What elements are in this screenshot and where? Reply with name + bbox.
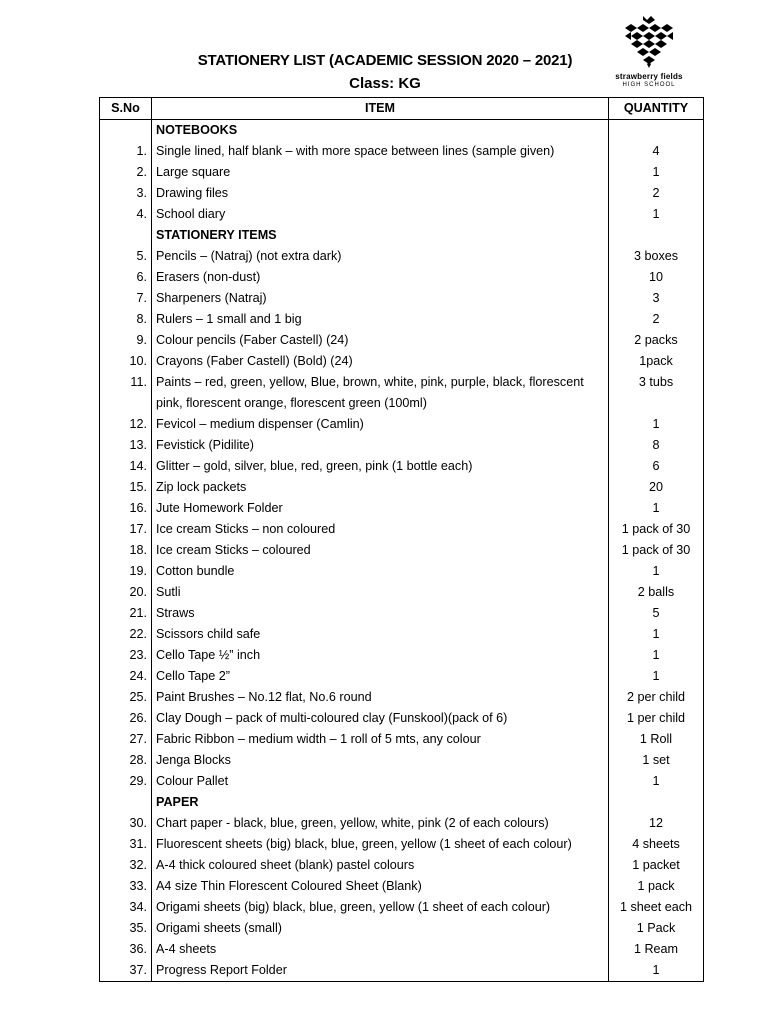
row-number: 34. — [100, 897, 152, 918]
row-number: 15. — [100, 477, 152, 498]
row-quantity: 2 per child — [609, 687, 704, 708]
table-row — [100, 876, 704, 897]
row-number: 17. — [100, 519, 152, 540]
table-row — [100, 540, 704, 561]
row-number: 27. — [100, 729, 152, 750]
row-quantity: 2 — [609, 309, 704, 330]
row-number: 6. — [100, 267, 152, 288]
row-item: Rulers – 1 small and 1 big — [152, 309, 609, 330]
row-number: 22. — [100, 624, 152, 645]
strawberry-logo-icon — [623, 14, 675, 70]
table-row — [100, 477, 704, 498]
row-quantity: 1 — [609, 414, 704, 435]
row-quantity: 4 sheets — [609, 834, 704, 855]
table-row — [100, 141, 704, 162]
row-number: 3. — [100, 183, 152, 204]
section-heading: PAPER — [152, 792, 609, 813]
table-row — [100, 960, 704, 982]
row-item: Cello Tape 2” — [152, 666, 609, 687]
school-logo — [614, 14, 684, 98]
table-header-row — [100, 98, 704, 120]
row-item: A-4 thick coloured sheet (blank) pastel colours — [152, 855, 609, 876]
class-label: Class: KG — [349, 75, 421, 92]
row-number: 9. — [100, 330, 152, 351]
table-row — [100, 183, 704, 204]
column-header-sno: S.No — [100, 98, 152, 120]
row-number: 29. — [100, 771, 152, 792]
table-row — [100, 582, 704, 603]
row-number: 33. — [100, 876, 152, 897]
table-row — [100, 519, 704, 540]
table-row — [100, 708, 704, 729]
row-number: 19. — [100, 561, 152, 582]
row-number: 25. — [100, 687, 152, 708]
row-item: Clay Dough – pack of multi-coloured clay (Funskool)(pack of 6) — [152, 708, 609, 729]
row-quantity: 1 — [609, 561, 704, 582]
table-body — [100, 120, 704, 982]
table-row — [100, 939, 704, 960]
row-quantity: 1 per child — [609, 708, 704, 729]
table-row — [100, 288, 704, 309]
row-item: Cello Tape ½” inch — [152, 645, 609, 666]
stationery-table — [99, 97, 704, 982]
row-number: 12. — [100, 414, 152, 435]
row-item: A-4 sheets — [152, 939, 609, 960]
row-item: Sutli — [152, 582, 609, 603]
row-item: Ice cream Sticks – coloured — [152, 540, 609, 561]
row-quantity: 4 — [609, 141, 704, 162]
logo-name: strawberry fields — [615, 72, 683, 81]
row-quantity: 1 pack of 30 — [609, 540, 704, 561]
table-row — [100, 246, 704, 267]
table-row — [100, 162, 704, 183]
row-number: 13. — [100, 435, 152, 456]
table-row — [100, 267, 704, 288]
row-number: 21. — [100, 603, 152, 624]
row-number — [100, 792, 152, 813]
row-item: Fluorescent sheets (big) black, blue, green, yellow (1 sheet of each colour) — [152, 834, 609, 855]
table-row — [100, 372, 704, 414]
table-row — [100, 414, 704, 435]
table-row — [100, 624, 704, 645]
row-item: Cotton bundle — [152, 561, 609, 582]
row-number: 23. — [100, 645, 152, 666]
row-quantity: 1 — [609, 771, 704, 792]
row-number: 26. — [100, 708, 152, 729]
row-quantity: 1 — [609, 960, 704, 982]
row-quantity: 20 — [609, 477, 704, 498]
row-quantity: 1pack — [609, 351, 704, 372]
table-row — [100, 603, 704, 624]
row-item: Paints – red, green, yellow, Blue, brown, white, pink, purple, black, florescent pink, florescent orange, florescent green (100ml) — [152, 372, 609, 414]
row-item: Origami sheets (big) black, blue, green, yellow (1 sheet of each colour) — [152, 897, 609, 918]
row-number: 16. — [100, 498, 152, 519]
row-quantity: 3 — [609, 288, 704, 309]
row-quantity: 10 — [609, 267, 704, 288]
row-number: 5. — [100, 246, 152, 267]
row-item: Drawing files — [152, 183, 609, 204]
row-item: Large square — [152, 162, 609, 183]
row-number: 24. — [100, 666, 152, 687]
table-row — [100, 750, 704, 771]
row-quantity: 2 balls — [609, 582, 704, 603]
row-quantity: 3 tubs — [609, 372, 704, 414]
row-number: 31. — [100, 834, 152, 855]
table-row — [100, 897, 704, 918]
table-row — [100, 687, 704, 708]
row-quantity: 1 sheet each — [609, 897, 704, 918]
row-quantity: 1 — [609, 624, 704, 645]
row-quantity: 2 packs — [609, 330, 704, 351]
row-quantity: 1 Ream — [609, 939, 704, 960]
row-item: Fevicol – medium dispenser (Camlin) — [152, 414, 609, 435]
row-number — [100, 225, 152, 246]
row-quantity: 12 — [609, 813, 704, 834]
row-quantity — [609, 225, 704, 246]
row-quantity: 8 — [609, 435, 704, 456]
section-row — [100, 225, 704, 246]
table-row — [100, 834, 704, 855]
table-row — [100, 456, 704, 477]
row-item: Straws — [152, 603, 609, 624]
row-quantity: 3 boxes — [609, 246, 704, 267]
row-item: Origami sheets (small) — [152, 918, 609, 939]
row-quantity: 1 — [609, 162, 704, 183]
row-number: 2. — [100, 162, 152, 183]
row-quantity: 1 — [609, 204, 704, 225]
row-quantity — [609, 792, 704, 813]
row-item: School diary — [152, 204, 609, 225]
row-item: Glitter – gold, silver, blue, red, green, pink (1 bottle each) — [152, 456, 609, 477]
row-number: 36. — [100, 939, 152, 960]
row-number: 35. — [100, 918, 152, 939]
row-item: Colour Pallet — [152, 771, 609, 792]
row-number: 28. — [100, 750, 152, 771]
row-quantity: 1 — [609, 498, 704, 519]
table-row — [100, 771, 704, 792]
table-row — [100, 435, 704, 456]
table-row — [100, 645, 704, 666]
row-quantity: 1 pack of 30 — [609, 519, 704, 540]
column-header-item: ITEM — [152, 98, 609, 120]
row-number: 30. — [100, 813, 152, 834]
section-row — [100, 792, 704, 813]
row-item: Fabric Ribbon – medium width – 1 roll of 5 mts, any colour — [152, 729, 609, 750]
table-row — [100, 351, 704, 372]
row-number: 7. — [100, 288, 152, 309]
table-row — [100, 330, 704, 351]
row-quantity: 1 — [609, 645, 704, 666]
row-number — [100, 120, 152, 142]
row-number: 8. — [100, 309, 152, 330]
row-item: Jute Homework Folder — [152, 498, 609, 519]
row-quantity: 1 — [609, 666, 704, 687]
row-number: 18. — [100, 540, 152, 561]
section-heading: STATIONERY ITEMS — [152, 225, 609, 246]
table-row — [100, 498, 704, 519]
row-item: Chart paper - black, blue, green, yellow, white, pink (2 of each colours) — [152, 813, 609, 834]
table-row — [100, 729, 704, 750]
section-heading: NOTEBOOKS — [152, 120, 609, 142]
table-row — [100, 309, 704, 330]
row-item: Pencils – (Natraj) (not extra dark) — [152, 246, 609, 267]
logo-tagline: HIGH SCHOOL — [622, 82, 676, 88]
table-row — [100, 918, 704, 939]
row-item: Progress Report Folder — [152, 960, 609, 982]
row-item: Jenga Blocks — [152, 750, 609, 771]
row-number: 32. — [100, 855, 152, 876]
row-number: 4. — [100, 204, 152, 225]
row-quantity: 6 — [609, 456, 704, 477]
row-item: Ice cream Sticks – non coloured — [152, 519, 609, 540]
table-row — [100, 666, 704, 687]
row-item: Fevistick (Pidilite) — [152, 435, 609, 456]
row-number: 37. — [100, 960, 152, 982]
row-number: 14. — [100, 456, 152, 477]
row-quantity: 1 Pack — [609, 918, 704, 939]
row-number: 11. — [100, 372, 152, 414]
row-item: A4 size Thin Florescent Coloured Sheet (Blank) — [152, 876, 609, 897]
row-item: Single lined, half blank – with more space between lines (sample given) — [152, 141, 609, 162]
table-row — [100, 204, 704, 225]
row-item: Erasers (non-dust) — [152, 267, 609, 288]
row-quantity: 1 Roll — [609, 729, 704, 750]
row-quantity: 1 set — [609, 750, 704, 771]
row-quantity: 1 pack — [609, 876, 704, 897]
row-quantity: 2 — [609, 183, 704, 204]
table-row — [100, 561, 704, 582]
row-number: 20. — [100, 582, 152, 603]
table-row — [100, 813, 704, 834]
row-quantity: 5 — [609, 603, 704, 624]
row-item: Paint Brushes – No.12 flat, No.6 round — [152, 687, 609, 708]
row-item: Crayons (Faber Castell) (Bold) (24) — [152, 351, 609, 372]
row-item: Scissors child safe — [152, 624, 609, 645]
table-row — [100, 855, 704, 876]
row-number: 1. — [100, 141, 152, 162]
row-item: Zip lock packets — [152, 477, 609, 498]
row-quantity — [609, 120, 704, 142]
row-item: Colour pencils (Faber Castell) (24) — [152, 330, 609, 351]
row-item: Sharpeners (Natraj) — [152, 288, 609, 309]
column-header-quantity: QUANTITY — [609, 98, 704, 120]
row-number: 10. — [100, 351, 152, 372]
row-quantity: 1 packet — [609, 855, 704, 876]
page-title: STATIONERY LIST (ACADEMIC SESSION 2020 – 2021) — [197, 52, 573, 69]
section-row — [100, 120, 704, 142]
